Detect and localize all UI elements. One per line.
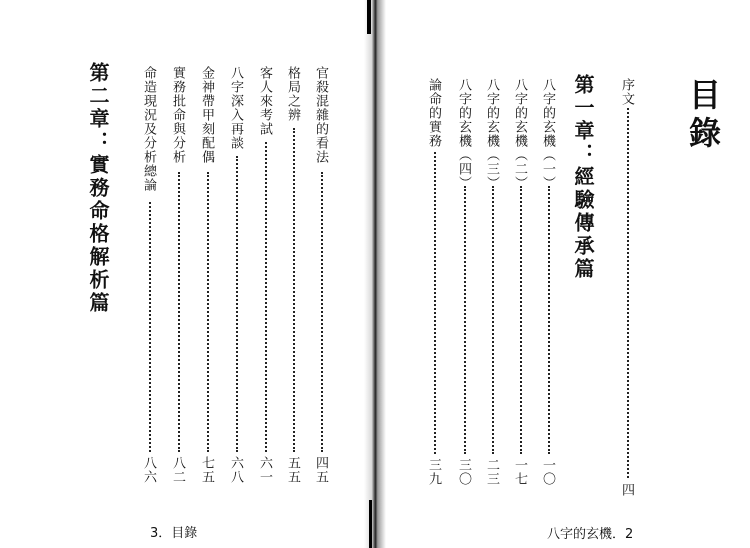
toc-leader xyxy=(265,142,267,452)
book-gutter xyxy=(364,0,386,548)
toc-entry-label: 金神帶甲刻配偶 xyxy=(199,66,214,164)
toc-entry-page: 一〇 xyxy=(540,458,555,486)
toc-entry-page: 八六 xyxy=(141,456,156,484)
toc-entry-label: 格局之辨 xyxy=(285,66,300,122)
toc-entry-label: 八字的玄機（四） xyxy=(456,78,471,190)
page-footer-left: 3．目錄 xyxy=(150,526,198,541)
toc-entry-preface-page: 四 xyxy=(619,483,634,497)
scan-edge-mark xyxy=(367,0,371,34)
page-title: 目錄 xyxy=(684,78,722,154)
toc-entry-label: 命造現況及分析總論 xyxy=(141,66,156,192)
toc-leader xyxy=(207,172,209,452)
toc-leader xyxy=(178,172,180,452)
toc-leader xyxy=(548,186,550,454)
toc-leader xyxy=(627,108,629,478)
toc-entry-page: 六一 xyxy=(257,456,272,484)
toc-entry-page: 一七 xyxy=(512,458,527,486)
page-footer-right: 八字的玄機．2 xyxy=(547,527,634,542)
toc-leader xyxy=(149,202,151,452)
toc-entry-page: 三九 xyxy=(426,458,441,486)
toc-entry-label: 八字的玄機（一） xyxy=(540,78,555,190)
chapter-2-heading: 第二章：實務命格解析篇 xyxy=(86,62,110,315)
toc-entry-label: 八字深入再談 xyxy=(228,66,243,150)
toc-leader xyxy=(293,128,295,452)
toc-entry-label: 八字的玄機（二） xyxy=(512,78,527,190)
toc-leader xyxy=(464,186,466,454)
toc-entry-label: 八字的玄機（三） xyxy=(484,78,499,190)
toc-entry-page: 八二 xyxy=(170,456,185,484)
toc-entry-label: 實務批命與分析 xyxy=(170,66,185,164)
toc-entry-label: 官殺混雜的看法 xyxy=(313,66,328,164)
toc-entry-preface-label: 序文 xyxy=(619,78,634,106)
toc-entry-page: 四五 xyxy=(313,456,328,484)
chapter-1-heading: 第一章：經驗傳承篇 xyxy=(571,74,595,281)
toc-entry-page: 五五 xyxy=(285,456,300,484)
toc-leader xyxy=(321,172,323,452)
toc-leader xyxy=(434,152,436,454)
toc-entry-page: 二三 xyxy=(484,458,499,486)
toc-leader xyxy=(236,156,238,452)
toc-leader xyxy=(520,186,522,454)
scan-edge-mark-bottom xyxy=(369,500,372,548)
toc-entry-page: 七五 xyxy=(199,456,214,484)
toc-entry-label: 客人來考試 xyxy=(257,66,272,136)
toc-entry-page: 六八 xyxy=(228,456,243,484)
toc-entry-page: 三〇 xyxy=(456,458,471,486)
toc-entry-label: 論命的實務 xyxy=(426,78,441,148)
toc-leader xyxy=(492,186,494,454)
